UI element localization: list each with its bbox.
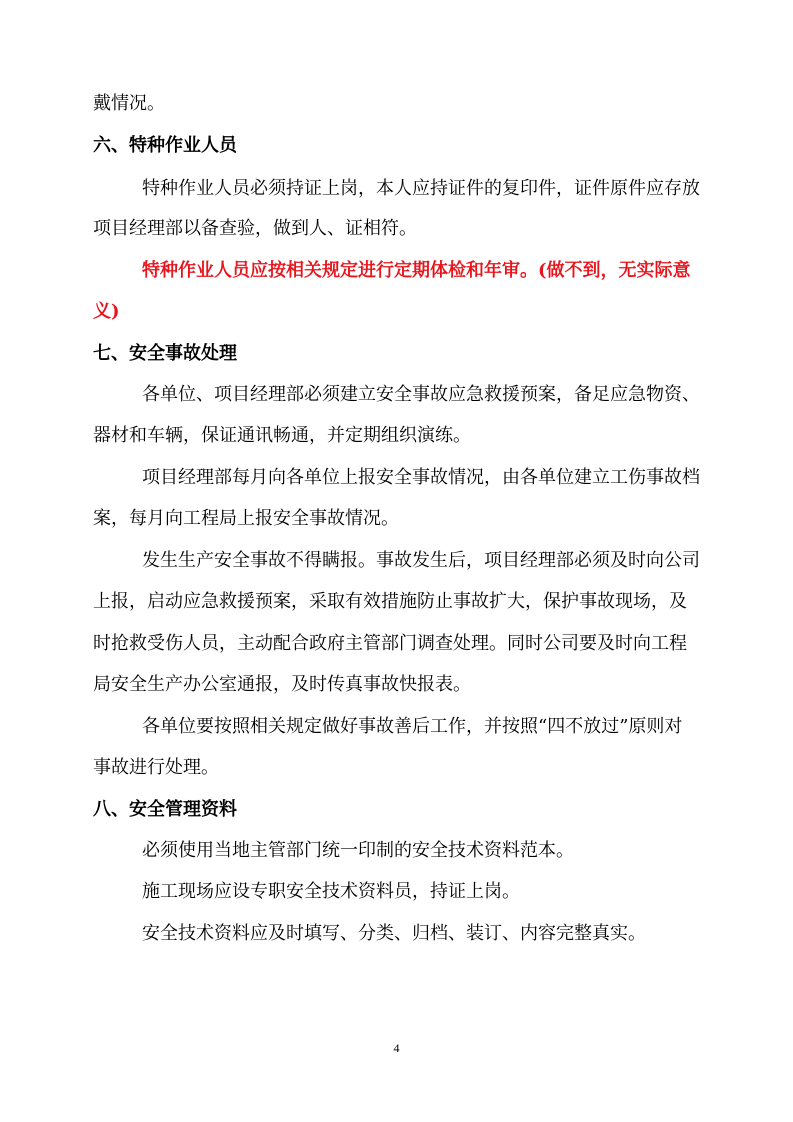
text-line: 局安全生产办公室通报，及时传真事故快报表。 <box>93 674 471 695</box>
text-line: 项目经理部以备查验，做到人、证相符。 <box>93 218 417 239</box>
text-line: 各单位要按照相关规定做好事故善后工作，并按照“四不放过”原则对 <box>142 716 683 737</box>
text-line: 上报，启动应急救援预案，采取有效措施防止事故扩大，保护事故现场，及 <box>93 591 687 612</box>
text-line: 发生生产安全事故不得瞒报。事故发生后，项目经理部必须及时向公司 <box>142 550 700 571</box>
text-line: 案，每月向工程局上报安全事故情况。 <box>93 508 399 529</box>
text-line: 安全技术资料应及时填写、分类、归档、装订、内容完整真实。 <box>142 923 646 944</box>
text-line: 器材和车辆，保证通讯畅通，并定期组织演练。 <box>93 425 471 446</box>
text-line: 项目经理部每月向各单位上报安全事故情况，由各单位建立工伤事故档 <box>142 467 700 488</box>
page-number: 4 <box>393 1041 400 1055</box>
highlighted-line: 义) <box>93 301 120 322</box>
highlighted-line: 特种作业人员应按相关规定进行定期体检和年审。(做不到，无实际意 <box>142 260 691 281</box>
text-line: 特种作业人员必须持证上岗，本人应持证件的复印件，证件原件应存放 <box>142 178 700 199</box>
text-line: 戴情况。 <box>93 93 165 114</box>
section-heading: 七、安全事故处理 <box>93 343 237 364</box>
text-line: 时抢救受伤人员，主动配合政府主管部门调查处理。同时公司要及时向工程 <box>93 633 687 654</box>
section-heading: 八、安全管理资料 <box>93 799 237 820</box>
text-line: 各单位、项目经理部必须建立安全事故应急救援预案，备足应急物资、 <box>142 384 700 405</box>
text-line: 必须使用当地主管部门统一印制的安全技术资料范本。 <box>142 840 574 861</box>
text-line: 事故进行处理。 <box>93 757 219 778</box>
text-line: 施工现场应设专职安全技术资料员，持证上岗。 <box>142 881 520 902</box>
section-heading: 六、特种作业人员 <box>93 135 237 156</box>
